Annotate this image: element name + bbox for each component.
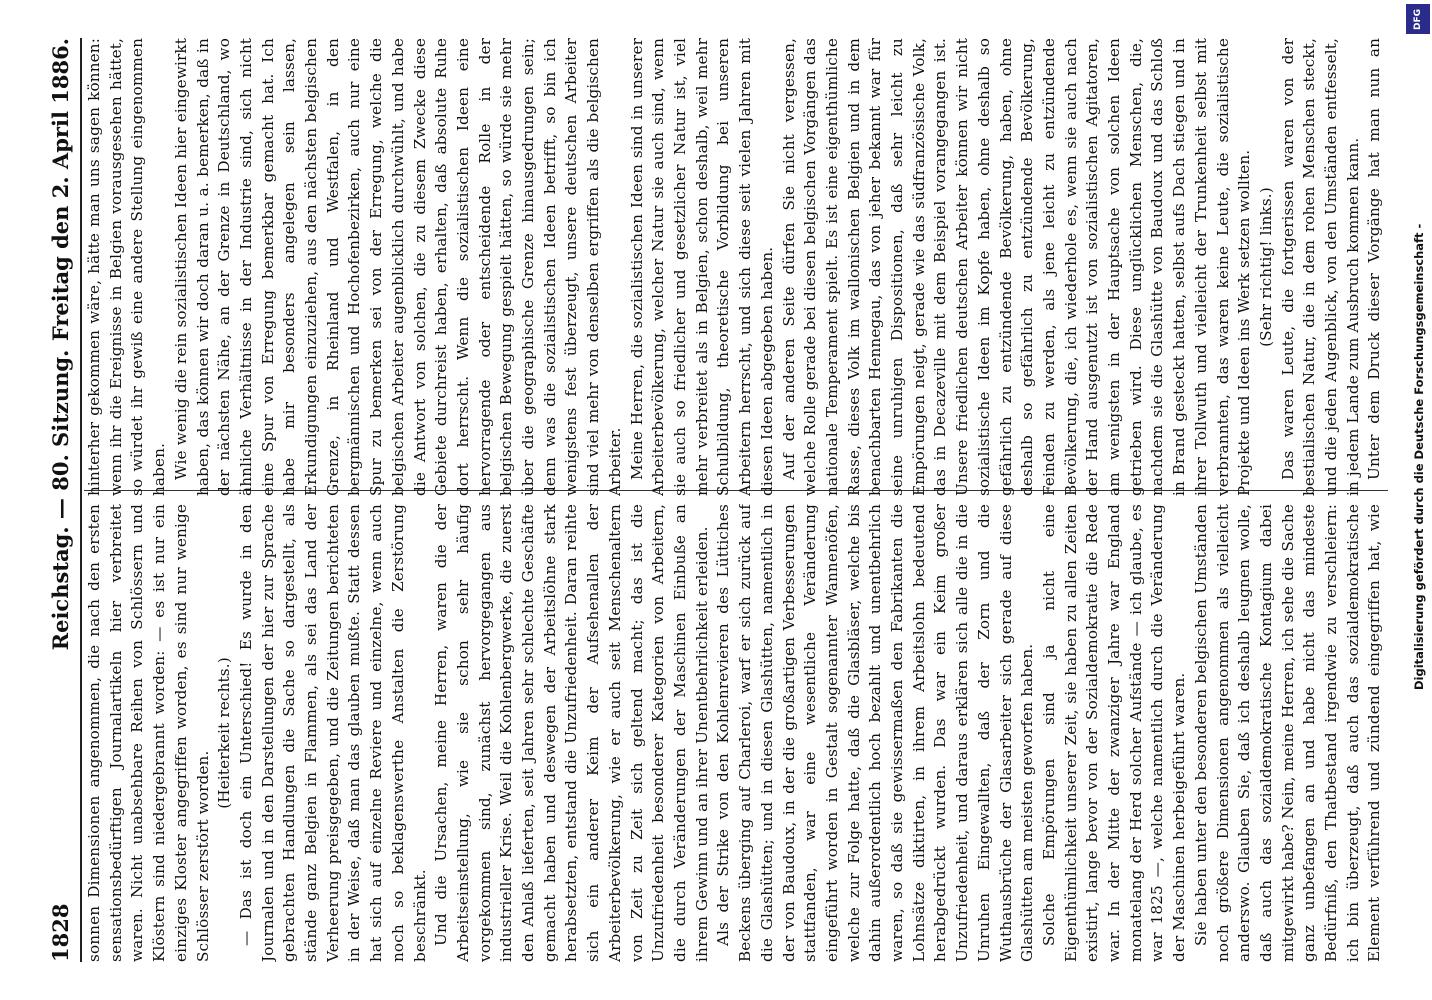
speech-paragraph: Wie wenig die rein sozialistischen Ideen hier eingewirkt haben, das können wir doch daran u. a. bemerken, daß in der nächsten Nähe, an der Grenze in Deutschland, wo ähnliche Verhältnisse in der Industrie sind, sich nicht eine Spur von Erregung bemerkbar gemacht hat. Ich habe mir besonders angelegen sein lassen, Erkundigungen einzuziehen, aus den nächsten belgischen Grenze, in Rheinland und Westfalen, in den bergmännischen und Hochofenbezirken, auch nur eine Spur zu bemerken sei von der Erregung, welche die belgischen Arbeiter augenblicklich durchwühlt, und habe die Antwort von solchen, die zu diesem Zwecke diese Gebiete durchreist haben, erhalten, daß absolute Ruhe dort herrscht. Wenn die sozialistischen Ideen eine hervorragende oder entscheidende Rolle in der belgischen Bewegung gespielt hätten, so würde sie mehr über die geographische Grenze hinausgedrungen sein; denn was die sozialistischen Ideen betrifft, so bin ich wenigstens fest überzeugt, unsere deutschen Arbeiter sind viel mehr von denselben ergriffen als die belgischen Arbeiter. [171, 38, 624, 496]
right-column [84, 38, 1388, 496]
speech-paragraph: — Das ist doch ein Unterschied! Es wurde in den Journalen und in den Darstellungen der hier zur Sprache gebrachten Handlungen die Sache so dargestellt, als stände ganz Belgien in Flammen, als sei das Land der Verheerung preisgegeben, und die Zeitungen berichteten in der Weise, daß man das glauben mußte. Statt dessen hat sich auf einzelne Reviere und einzelne, wenn auch noch so beklagenswerthe Anstalten die Zerstörung beschränkt. [236, 504, 429, 962]
rotated-newspaper-page [36, 20, 1396, 980]
digitization-credit: Digitalisierung gefördert durch die Deutsche Forschungsgemeinschaft - [1412, 223, 1426, 690]
speech-paragraph: Auf der anderen Seite dürfen Sie nicht vergessen, welche Rolle gerade bei diesen belgischen Vorgängen das nationale Temperament spielt. Es ist eine eigenthümliche Rasse, dieses Volk im wallonischen Belgien und in dem benachbarten Hennegau, das von jeher bekannt war für seine unruhigen Dispositionen, daß sehr leicht zu Empörungen neigt, gerade wie das südfranzösische Volk, das in Decazeville mit dem Beispiel vorangegangen ist. Unsere friedlichen deutschen Arbeiter können wir nicht sozialistische Ideen im Kopfe haben, ohne deshalb so gefährlich zu entzündende Bevölkerung, haben, ohne deshalb so gefährlich zu entzündende Bevölkerung, Feinden zu werden, als jene leicht zu entzündende Bevölkerung, die, ich wiederhole es, wenn sie auch nach der Hand ausgenutzt ist von sozialistischen Agitatoren, am wenigsten in der Hauptsache von solchen Ideen getrieben wird. Diese unglücklichen Menschen, die, nachdem sie die Glashütte von Baudoux und das Schloß in Brand gesteckt hatten, selbst aufs Dach stiegen und in ihrer Tollwuth und vielleicht der Trunkenheit selbst mit verbrannten, das waren keine Leute, die sozialistische Projekte und Ideen ins Werk setzen wollten. [779, 38, 1254, 496]
page-number: 1828 [48, 903, 73, 962]
stage-direction: (Heiterkeit rechts.) [215, 657, 234, 809]
speech-paragraph: Solche Empörungen sind ja nicht eine Eigenthümlichkeit unserer Zeit, sie haben zu allen Zeiten existirt, lange bevor von der Sozialdemokratie die Rede war. In der Mitte der zwanziger Jahre war England monatelang der Herd solcher Aufstände — ich glaube, es war 1825 —, welche namentlich durch die Veränderung der Maschinen herbeigeführt waren. [1039, 504, 1189, 962]
dfg-logo: DFG [1406, 4, 1430, 34]
page-body [84, 38, 1388, 962]
speech-paragraph: Unter dem Druck dieser Vorgänge hat man nun an [1365, 38, 1384, 480]
session-date: Freitag den 2. April 1886. [48, 38, 73, 342]
speech-paragraph: sonnen Dimensionen angenommen, die nach den ersten sensationsbedürftigen Journalartikeln hier verbreitet waren. Nicht unabsehbare Reihen von Schlössern und Klöstern sind niedergebrannt worden: — es ist nur ein einziges Kloster angegriffen worden, es sind nur wenige Schlösser zerstört worden. [85, 504, 212, 962]
digitization-sidebar [1404, 0, 1432, 1000]
speech-paragraph: hinterher gekommen wäre, hätte man uns sagen können: wenn ihr die Ereignisse in Belgien vorausgesehen hättet, so würdet ihr gewiß eine andere Stellung eingenommen haben. [85, 38, 169, 496]
speech-paragraph: Sie haben unter den besonderen belgischen Umständen noch größere Dimensionen angenommen als vielleicht anderswo. Glauben Sie, daß ich deshalb leugnen wolle, daß auch das sozialdemokratische Kontagium dabei mitgewirkt habe? Nein, meine Herren, ich sehe die Sache ganz unbefangen an und habe nicht das mindeste Bedürfniß, den Thatbestand irgendwie zu verschleiern: ich bin überzeugt, daß auch das sozialdemokratische Element verführend und zündend eingegriffen hat, wie [1191, 504, 1384, 962]
speech-paragraph: Das waren Leute, die fortgerissen waren von der bestialischen Natur, die in dem rohen Menschen steckt, und die jeden Augenblick, von den Umständen entfesselt, in jedem Lande zum Ausbruch kommen kann. [1278, 38, 1362, 496]
left-column [84, 504, 1388, 962]
speech-paragraph: Meine Herren, die sozialistischen Ideen sind in unserer Arbeiterbevölkerung, welcher Natur sie auch sind, wenn sie auch so friedlicher und gesetzlicher Natur ist, viel mehr verbreitet als in Belgien, schon deshalb, weil mehr Schulbildung, theoretische Vorbildung bei unseren Arbeitern herrscht, und sich diese seit vielen Jahren mit diesen Ideen abgegeben haben. [627, 38, 776, 496]
stage-direction: (Sehr richtig! links.) [1256, 187, 1275, 347]
speech-paragraph: Als der Strike von den Kohlenrevieren des Lüttiches Beckens überging auf Charleroi, warf er sich zurück auf die Glashütten; und in diesen Glashütten, namentlich in der von Baudoux, in der die großartigen Verbesserungen stattfanden, war eine wesentliche Veränderung eingeführt worden in Gestalt sogenannter Wannenöfen, welche zur Folge hatte, daß die Glasbläser, welche bis dahin außerordentlich hoch bezahlt und unentbehrlich waren, so daß sie gewissermaßen den Fabrikanten die Lohnsätze diktirten, in ihrem Arbeitslohn bedeutend herabgedrückt wurden. Das war ein Keim großer Unzufriedenheit, und daraus erklären sich alle die in die Unruhen Eingewallten, daß der Zorn und die Wuthausbrüche der Glasarbeiter sich gerade auf diese Glashütten am meisten geworfen haben. [714, 504, 1037, 962]
speech-paragraph: Und die Ursachen, meine Herren, waren die der Arbeitseinstellung, wie sie schon sehr häufig vorgekommen sind, zunächst hervorgegangen aus industrieller Krise. Weil die Kohlenbergwerke, die zuerst den Anlaß lieferten, seit Jahren sehr schlechte Geschäfte gemacht haben und deswegen der Arbeitslöhne stark herabsetzten, entstand die Unzufriedenheit. Daran reihte sich ein anderer Keim der Aufsehenallen der Arbeiterbevölkerung, wie er auch seit Menschenaltern von Zeit zu Zeit sich geltend macht; das ist die Unzufriedenheit besonderer Kategorien von Arbeitern, die durch Veränderungen der Maschinen Einbuße an ihrem Gewinn und an ihrer Unentbehrlichkeit erleiden. [432, 504, 711, 962]
page-header [42, 38, 82, 962]
session-title: Reichstag. — 80. Sitzung. [48, 349, 73, 651]
